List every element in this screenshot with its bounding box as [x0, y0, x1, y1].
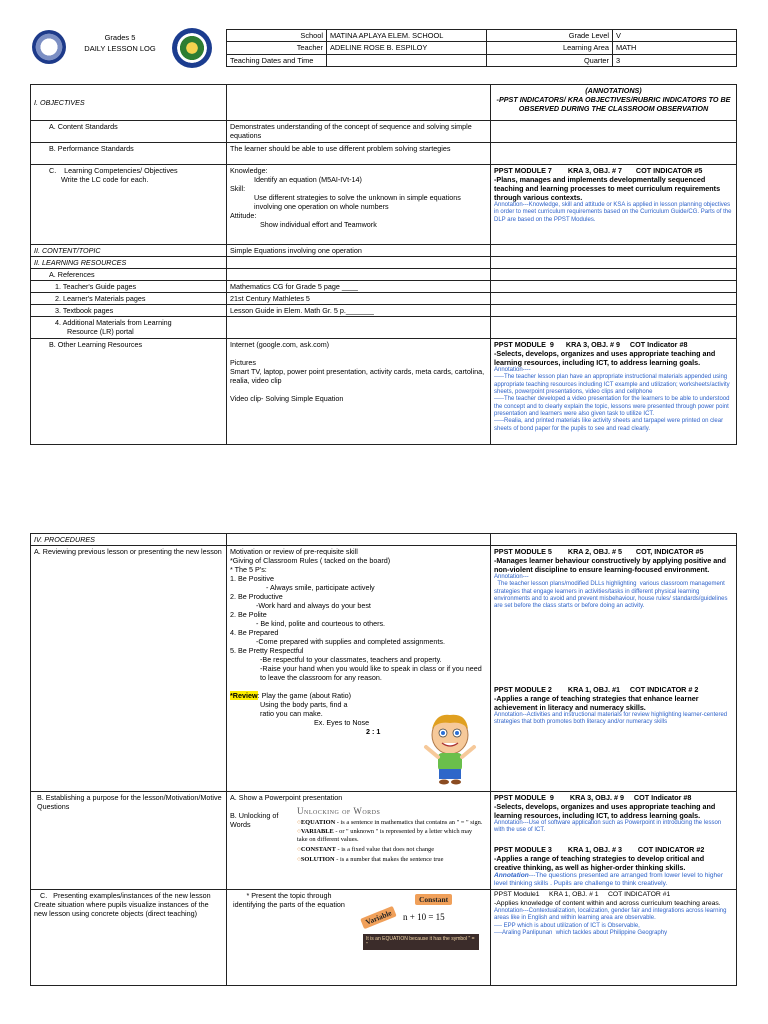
unlocking-label-1: B. Unlocking of [230, 811, 279, 820]
reviewing-lesson-label: A. Reviewing previous lesson or presenting the new lesson [31, 546, 227, 792]
ppst3-note [494, 872, 733, 888]
other-pictures: Pictures [230, 358, 256, 367]
def-variable: ○VARIABLE - or " unknown " is represented by a letter which may take on different values. [297, 828, 473, 844]
lc-label-1: C. Learning Competencies/ Objectives [49, 166, 178, 175]
ppst5-note-1: Annotation--- [494, 574, 529, 580]
eq-expression: n + 10 = 15 [403, 912, 445, 923]
lc-label-2: Write the LC code for each. [61, 175, 149, 184]
value-teacher: ADELINE ROSE B. ESPILOY [327, 42, 487, 54]
ppst9-note-4: -----Realia, and printed materials like activity sheets and tarpapel were printed on clear sheets of bond paper for the pupils to see and read clearly. [494, 418, 725, 432]
learning-competencies-value [227, 165, 491, 245]
rule-5: 5. Be Pretty Respectful [230, 646, 304, 655]
motivation-line: Motivation or review of pre-requisite skill [230, 547, 358, 556]
eq-variable-tag: Variable [360, 906, 397, 930]
skill-item: Use different strategies to solve the unknown in simple equations involving one operation on whole numbers [254, 193, 463, 211]
header-table [226, 29, 737, 67]
annotations-subtitle: -PPST INDICATORS/ KRA OBJECTIVES/RUBRIC INDICATORS TO BE OBSERVED DURING THE CLASSROOM OBSERVATION [496, 95, 731, 113]
annotations-title: (ANNOTATIONS) [585, 86, 642, 95]
performance-standards-value: The learner should be able to use different problem solving startegies [227, 143, 491, 165]
learning-resources-annot [491, 257, 737, 269]
ppst7-heading: PPST MODULE 7 KRA 3, OBJ. # 7 COT INDICATOR #5 [494, 166, 703, 175]
other-resources-value [227, 339, 491, 445]
show-powerpoint: A. Show a Powerpoint presentation [230, 793, 343, 802]
ppst9-heading: PPST MODULE 9 KRA 3, OBJ. # 9 COT Indicator #8 [494, 340, 688, 349]
performance-standards-annot [491, 143, 737, 165]
procedures-annot [491, 534, 737, 546]
deped-seal-right [172, 28, 212, 68]
def-equation: ○EQUATION - is a sentence in mathematics that contains an " = " sign. [297, 818, 483, 826]
def-equation-term: EQUATION [300, 818, 336, 826]
review-line-3: ratio you can make. [260, 709, 323, 718]
value-dates [327, 54, 487, 66]
rule-1: 1. Be Positive [230, 574, 274, 583]
presenting-label-1: C. Presenting examples/instances of the new lesson [40, 891, 211, 901]
objectives-table [30, 84, 737, 445]
review-highlight: *Review [230, 691, 258, 700]
knowledge-item: Identify an equation (M5AI-IVt-14) [254, 175, 362, 184]
equation-parts-slide [357, 894, 485, 958]
skill-heading: Skill: [230, 184, 246, 193]
rules-line: *Giving of Classroom Rules ( tacked on the board) [230, 556, 391, 565]
unlocking-label-2: Words [230, 820, 251, 829]
ref-textbook-label: 3. Textbook pages [31, 305, 227, 317]
def-variable-term: VARIABLE [300, 828, 334, 836]
content-topic-label: II. CONTENT/TOPIC [31, 245, 227, 257]
ref-learners-materials-annot [491, 293, 737, 305]
ppst9b-note: Annotation---Use of software application such as Powerpoint in introducing the lesson with the use of ICT. [494, 820, 723, 834]
deped-seal-left [32, 30, 66, 64]
def-constant: ○CONSTANT - is a fixed value that does not change [297, 845, 435, 853]
ppst1-note-2: ---- EPP which is about utilization of ICT is Observable, [494, 922, 640, 929]
annotations-heading [491, 85, 737, 121]
performance-standards-label: B. Performance Standards [31, 143, 227, 165]
present-topic: * Present the topic through identifying the parts of the equation [233, 891, 345, 910]
learning-resources-label: II. LEARNING RESOURCES [31, 257, 227, 269]
header-title-grade: Grades 5 [104, 33, 136, 42]
objectives-blank [227, 85, 491, 121]
procedure-c-annotations [491, 890, 737, 986]
objectives-heading: I. OBJECTIVES [31, 85, 227, 121]
value-grade: V [613, 30, 737, 42]
def-solution: ○SOLUTION - is a number that makes the sentence true [297, 855, 444, 863]
def-constant-term: CONSTANT [300, 845, 336, 853]
ppst1-heading: PPST Module1 KRA 1, OBJ. # 1 COT INDICATOR #1 [494, 891, 671, 899]
ppst2-body: -Applies a range of teaching strategies that enhance learner achievement in literacy and numeracy skills. [494, 693, 701, 712]
value-school: MATINA APLAYA ELEM. SCHOOL [327, 30, 487, 42]
ppst5-body: -Manages learner behaviour constructively by applying positive and non-violent discipline to ensure learning-focused environment. [494, 556, 729, 574]
presenting-examples-content [227, 890, 491, 986]
ref-textbook-value: Lesson Guide in Elem. Math Gr. 5 p._______ [227, 305, 491, 317]
eq-constant-tag: Constant [415, 894, 452, 905]
rule-1-detail: - Always smile, participate actively [266, 583, 375, 592]
content-topic-value: Simple Equations involving one operation [227, 245, 491, 257]
ref-lr-portal-value [227, 317, 491, 339]
def-equation-text: - is a sentence in mathematics that contains an " = " sign. [335, 818, 483, 826]
ppst5-heading: PPST MODULE 5 KRA 2, OBJ. # 5 COT, INDICATOR #5 [494, 547, 704, 556]
def-variable-text: - or " unknown " is represented by a letter which may take on different values. [297, 828, 473, 844]
ppst5-note-2: The teacher lesson plans/modified DLLs highlighting various classroom management strategies that engage learners in activities/tasks in different physical learning environments and to avoid and prevent misbehaviour, house rules/ standards/guidelines are set before the class starts or before doing an activity. [494, 581, 730, 610]
ppst9b-heading: PPST MODULE 9 KRA 3, OBJ. # 9 COT Indicator #8 [494, 793, 692, 802]
ppst2-heading: PPST MODULE 2 KRA 1, OBJ. #1 COT INDICATOR # 2 [494, 684, 699, 694]
label-teacher: Teacher [227, 42, 327, 54]
ppst7-annotation [491, 165, 737, 245]
value-area: MATH [613, 42, 737, 54]
review-example: Ex. Eyes to Nose [314, 718, 370, 727]
ppst2-note: Annotation--Activities and instructional materials for review highlighting learner-centered strategies that both promotes both literacy and/or numeracy skills [494, 711, 729, 725]
ref-teachers-guide-value: Mathematics CG for Grade 5 page ____ [227, 281, 491, 293]
procedure-b-annotations [491, 792, 737, 890]
ppst3-note-text: ---The questions presented are arranged from lower level to higher level thinking skills . Pupils are challenge to think creatively. [494, 871, 725, 887]
ref-lr-portal-label-1: 4. Additional Materials from Learning [55, 318, 172, 327]
ppst7-note: Annotation---Knowledge, skill and attitude or KSA is applied in lesson planning objectives in order to meet curriculum requirements based on the Curriculum Guide/CG. Parts of the DLP are based on the PPST Modules. [494, 202, 734, 223]
other-resources-label: B. Other Learning Resources [31, 339, 227, 445]
procedures-blank [227, 534, 491, 546]
ppst1-note-3: ----Araling Panlipunan which tackles about Philippine Geography [494, 930, 668, 936]
establishing-purpose-content [227, 792, 491, 890]
rule-5-detail-2: -Raise your hand when you would like to speak in class or if you need to leave the classroom for any reason. [260, 664, 484, 682]
presenting-label-2: Create situation where pupils visualize instances of the new lesson using concrete objects (direct teaching) [34, 900, 211, 919]
ppst3-body: -Applies a range of teaching strategies to develop critical and creative thinking, as well as higher-order thinking skills. [494, 853, 707, 872]
attitude-heading: Attitude: [230, 211, 257, 220]
procedures-table [30, 533, 737, 986]
ref-lr-portal-label-2: Resource (LR) portal [67, 327, 134, 336]
review-line-2: Using the body parts, find a [260, 700, 348, 709]
value-quarter: 3 [613, 54, 737, 66]
content-standards-annot [491, 121, 737, 143]
five-ps-line: * The 5 P's: [230, 565, 267, 574]
ppst9-note-3: -----The teacher developed a video presentation for the learners to be able to understood the concept and to clearly explain the topic, lessons were presented through power point presentation and learners were also given task to utilize ICT. [494, 396, 732, 417]
ref-teachers-guide-label: 1. Teacher's Guide pages [31, 281, 227, 293]
ppst1-body: -Applies knowledge of content within and across curriculum teaching areas. [494, 899, 721, 907]
ref-teachers-guide-annot [491, 281, 737, 293]
def-constant-text: - is a fixed value that does not change [335, 845, 435, 853]
other-materials: Smart TV, laptop, power point presentation, activity cards, meta cards, cartolina, realia, video clip [230, 367, 487, 385]
ref-lr-portal-annot [491, 317, 737, 339]
header-title [72, 32, 168, 55]
other-video: Video clip- Solving Simple Equation [230, 394, 344, 403]
ref-learners-materials-label: 2. Learner's Materials pages [31, 293, 227, 305]
label-school: School [227, 30, 327, 42]
rule-2: 2. Be Productive [230, 592, 283, 601]
ppst7-body: -Plans, manages and implements developmentally sequenced teaching and learning processes to meet curriculum requirements through various contexts. [494, 175, 723, 202]
learning-resources-value [227, 257, 491, 269]
review-text: : Play the game (about Ratio) [257, 691, 352, 700]
learning-competencies-label [31, 165, 227, 245]
ppst9-annotation [491, 339, 737, 445]
knowledge-heading: Knowledge: [230, 166, 268, 175]
label-quarter: Quarter [487, 54, 613, 66]
unlocking-words-slide [297, 806, 483, 863]
rule-5-detail-1: -Be respectful to your classmates, teachers and property. [260, 655, 442, 664]
review-ratio: 2 : 1 [366, 727, 381, 736]
ppst9-body: -Selects, develops, organizes and uses appropriate teaching and learning resources, including ICT, to address learning goals. [494, 349, 718, 367]
content-standards-value: Demonstrates understanding of the concept of sequence and solving simple equations [227, 121, 491, 143]
rule-2-detail: -Work hard and always do your best [256, 601, 371, 610]
content-standards-label: A. Content Standards [31, 121, 227, 143]
establishing-purpose-label: B. Establishing a purpose for the lesson/Motivation/Motive Questions [31, 792, 227, 890]
ppst3-note-label: Annotation [494, 871, 529, 879]
rule-3: 2. Be Polite [230, 610, 267, 619]
references-label: A. References [31, 269, 227, 281]
eq-caption: It is an EQUATION because it has the symbol " = " [363, 934, 479, 950]
ref-textbook-annot [491, 305, 737, 317]
ref-learners-materials-value: 21st Century Mathletes 5 [227, 293, 491, 305]
reviewing-lesson-content [227, 546, 491, 792]
def-solution-term: SOLUTION [300, 855, 335, 863]
ppst9-note-2: -----The teacher lesson plan have an appropriate instructional materials appended using appropriate teaching resources including ICT example and utilization; worksheets/activity sheets, powerpoint presentations, video clips and cellphone [494, 374, 732, 395]
label-area: Learning Area [487, 42, 613, 54]
rule-4-detail: -Come prepared with supplies and completed assignments. [256, 637, 445, 646]
ppst3-heading: PPST MODULE 3 KRA 1, OBJ. # 3 COT INDICATOR #2 [494, 844, 705, 854]
presenting-examples-label [31, 890, 227, 986]
header-title-dll: DAILY LESSON LOG [84, 44, 156, 54]
cartoon-boy-image [418, 711, 482, 785]
rule-4: 4. Be Prepared [230, 628, 279, 637]
procedures-heading: IV. PROCEDURES [31, 534, 227, 546]
def-solution-text: - is a number that makes the sentence true [334, 855, 444, 863]
references-value [227, 269, 491, 281]
ppst9-note-1: Annotation---- [494, 367, 531, 373]
procedure-a-annotations [491, 546, 737, 792]
ref-lr-portal-label [31, 317, 227, 339]
content-topic-annot [491, 245, 737, 257]
references-annot [491, 269, 737, 281]
other-internet: Internet (google.com, ask.com) [230, 340, 330, 349]
unlocking-words-title: Unlocking of Words [297, 806, 381, 816]
review-line [230, 691, 487, 700]
label-grade: Grade Level [487, 30, 613, 42]
rule-3-detail: - Be kind, polite and courteous to others. [256, 619, 386, 628]
ppst9b-body: -Selects, develops, organizes and uses appropriate teaching and learning resources, including ICT, to address learning goals. [494, 802, 718, 820]
ppst1-note-1: Annotation---Contextualization, localization, gender fair and integrations across learning areas like in English and within learning area are observable. [494, 908, 729, 922]
attitude-item: Show individual effort and Teamwork [260, 220, 377, 229]
label-dates: Teaching Dates and Time [227, 54, 327, 66]
